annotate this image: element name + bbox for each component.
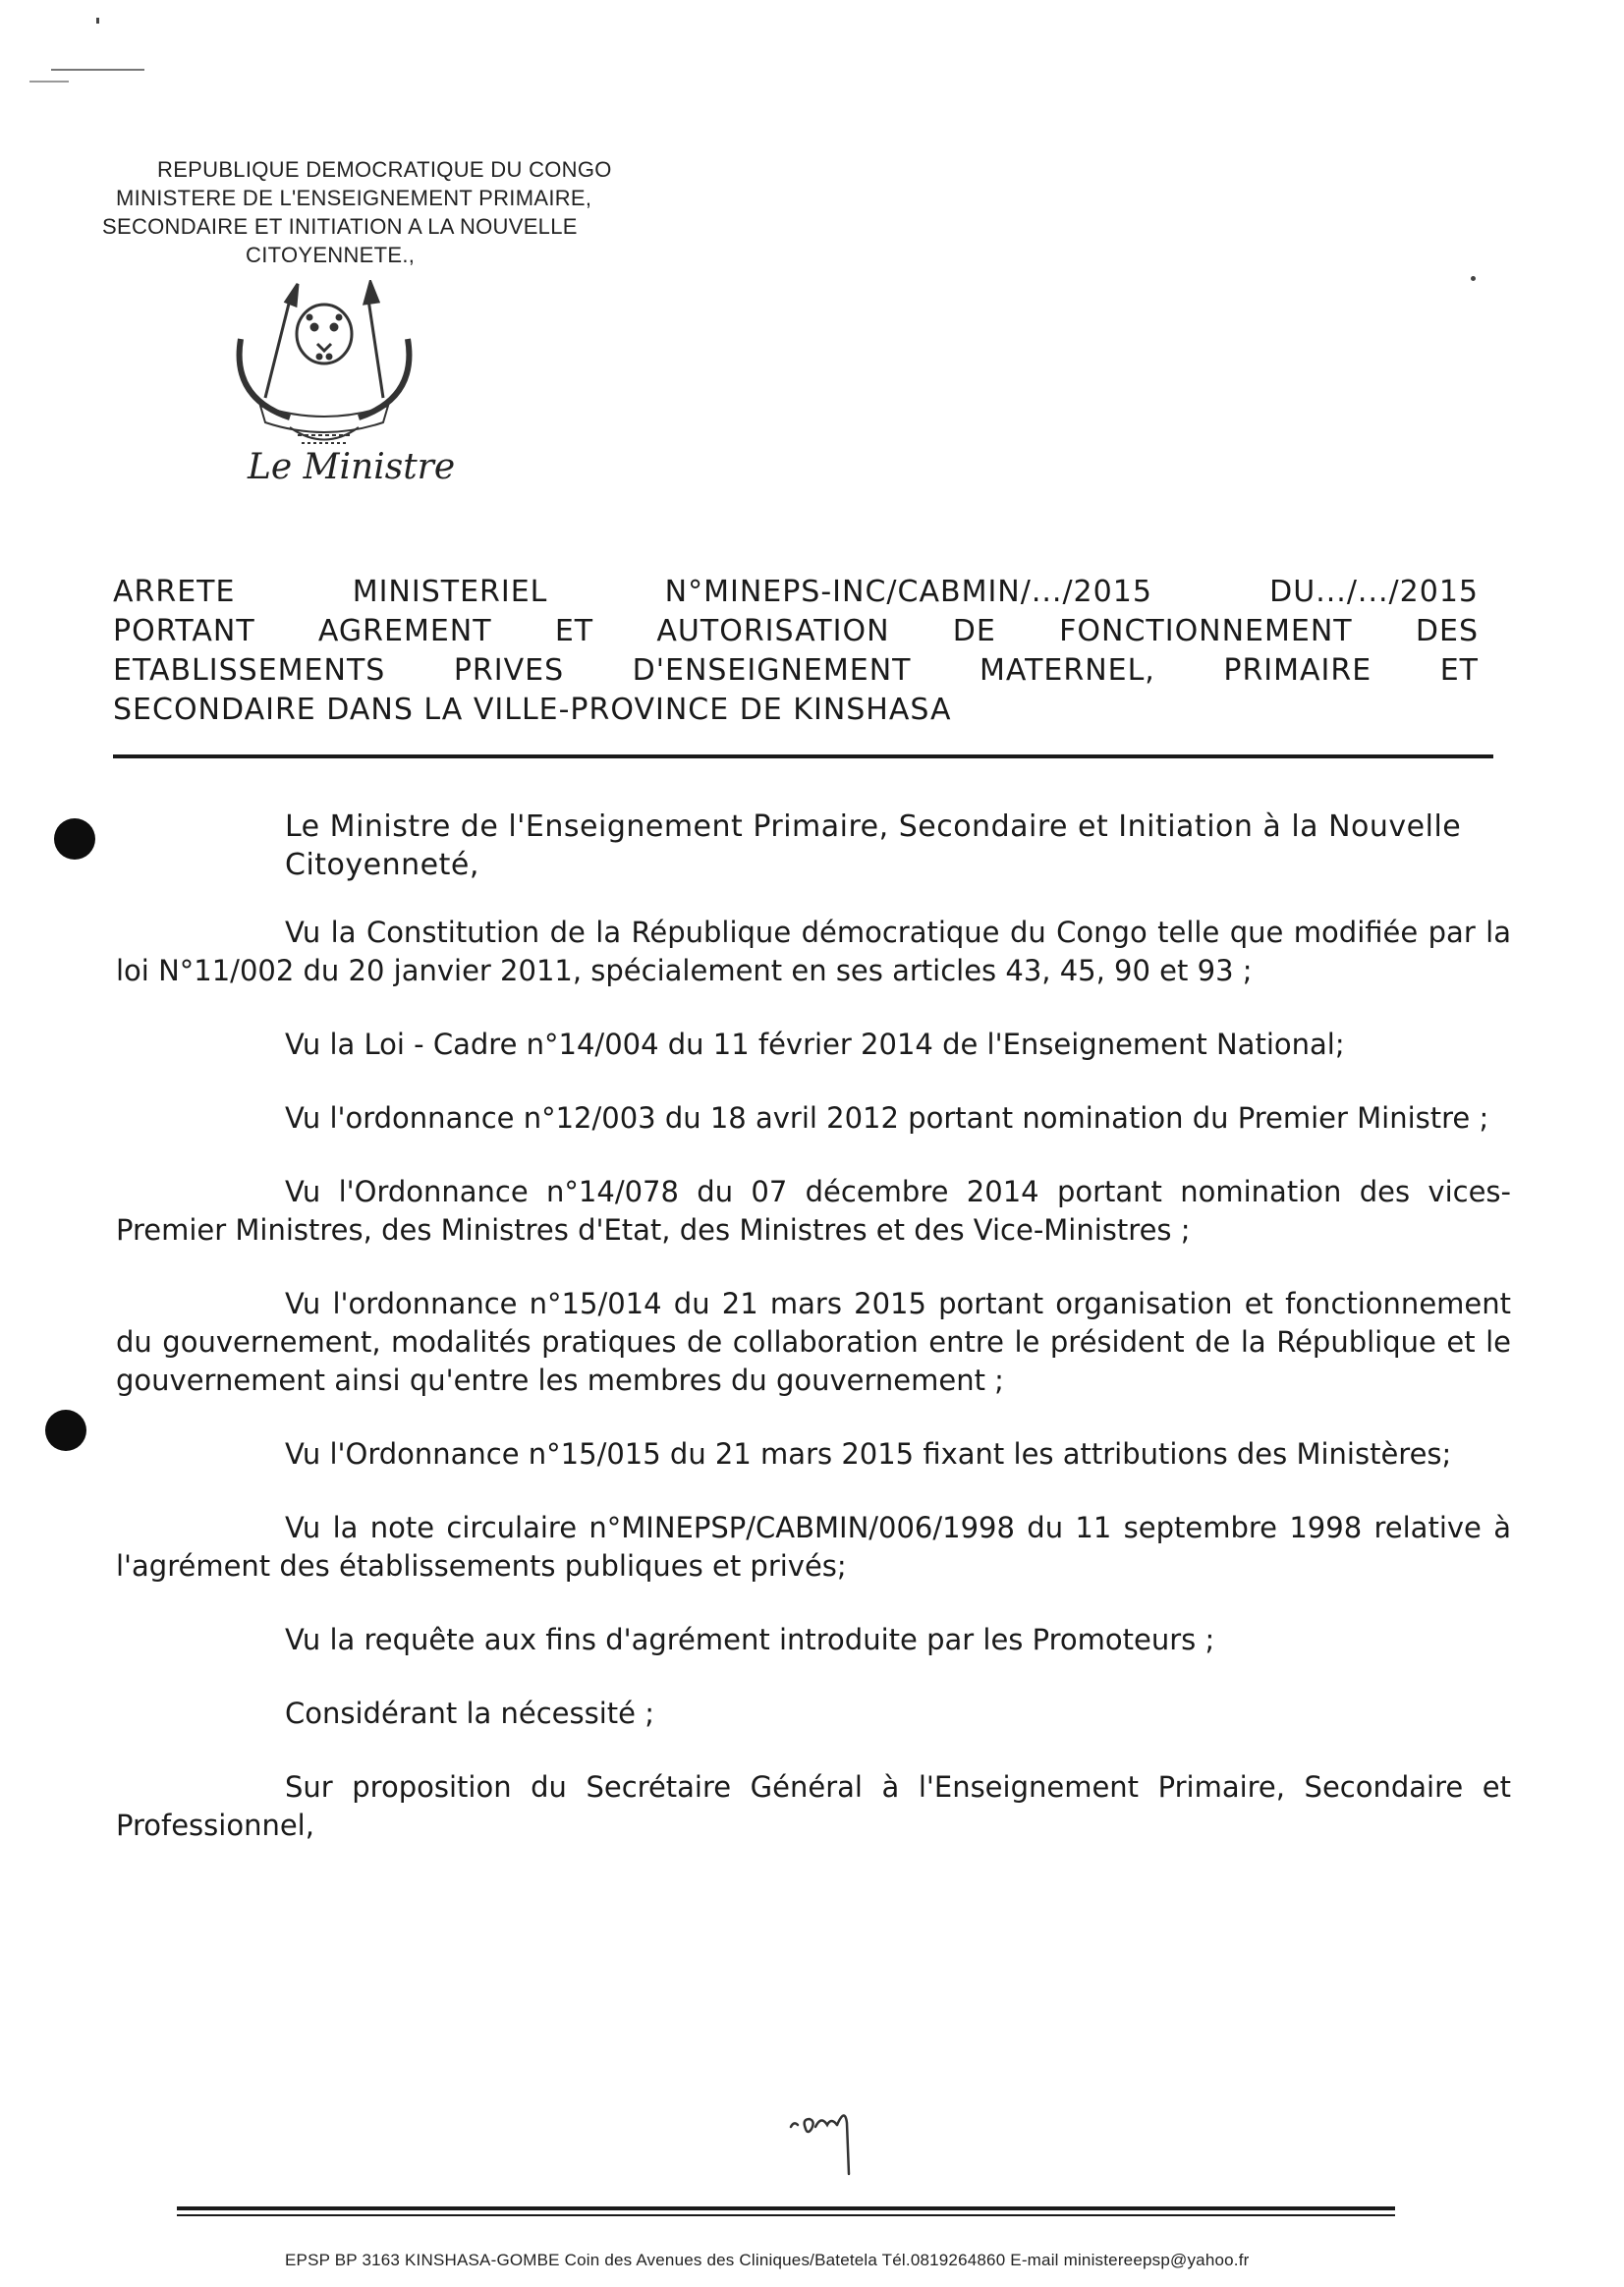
title-line: ARRETE MINISTERIEL N°MINEPS-INC/CABMIN/.../2015 DU.../.../2015 bbox=[113, 575, 1479, 609]
scan-artifact-stroke bbox=[51, 69, 144, 71]
coat-of-arms-emblem bbox=[221, 280, 427, 457]
title-line: SECONDAIRE DANS LA VILLE-PROVINCE DE KINSHASA bbox=[113, 693, 952, 727]
body-paragraph: Vu l'ordonnance n°15/014 du 21 mars 2015 portant organisation et fonctionnement du gouvernement, modalités pratiques de collaboration entre le président de la République et le gouvernement ainsi qu'entre les membres du gouvernement ; bbox=[116, 1287, 1511, 1397]
header-line-citizenship: CITOYENNETE., bbox=[246, 243, 416, 267]
body-paragraph: Vu l'ordonnance n°12/003 du 18 avril 2012 portant nomination du Premier Ministre ; bbox=[285, 1101, 1489, 1135]
body-paragraph: Vu la Loi - Cadre n°14/004 du 11 février 2014 de l'Enseignement National; bbox=[285, 1028, 1345, 1061]
ministry-header bbox=[98, 155, 688, 269]
footer-divider-thick bbox=[177, 2206, 1395, 2210]
punch-hole-mark bbox=[54, 818, 95, 860]
body-paragraph: Vu l'Ordonnance n°14/078 du 07 décembre 2014 portant nomination des vices-Premier Ministres, des Ministres d'Etat, des Ministres et des Vice-Ministres ; bbox=[116, 1175, 1511, 1247]
body-paragraph: Vu la Constitution de la République démocratique du Congo telle que modifiée par la loi N°11/002 du 20 janvier 2011, spécialement en ses articles 43, 45, 90 et 93 ; bbox=[116, 916, 1511, 987]
minister-intro: Le Ministre de l'Enseignement Primaire, Secondaire et Initiation à la Nouvelle Citoyenneté, bbox=[285, 809, 1462, 882]
scan-artifact-stroke bbox=[29, 81, 69, 83]
body-paragraph: Vu la note circulaire n°MINEPSP/CABMIN/006/1998 du 11 septembre 1998 relative à l'agrément des établissements publiques et privés; bbox=[116, 1511, 1511, 1583]
punch-hole-mark bbox=[45, 1410, 86, 1451]
minister-signature-label: Le Ministre bbox=[248, 447, 456, 487]
title-line: ETABLISSEMENTS PRIVES D'ENSEIGNEMENT MATERNEL, PRIMAIRE ET bbox=[113, 653, 1479, 688]
header-line-ministry: MINISTERE DE L'ENSEIGNEMENT PRIMAIRE, bbox=[116, 186, 592, 210]
body-paragraph: Vu l'Ordonnance n°15/015 du 21 mars 2015 fixant les attributions des Ministères; bbox=[285, 1437, 1452, 1471]
title-line: PORTANT AGREMENT ET AUTORISATION DE FONCTIONNEMENT DES bbox=[113, 614, 1479, 648]
body-paragraph: Vu la requête aux fins d'agrément introduite par les Promoteurs ; bbox=[285, 1623, 1215, 1656]
footer-divider-thin bbox=[177, 2214, 1395, 2216]
header-line-republic: REPUBLIQUE DEMOCRATIQUE DU CONGO bbox=[157, 157, 612, 182]
body-paragraph: Sur proposition du Secrétaire Général à l'Enseignement Primaire, Secondaire et Professionnel, bbox=[116, 1770, 1511, 1842]
title-divider bbox=[113, 754, 1493, 758]
header-line-secondary: SECONDAIRE ET INITIATION A LA NOUVELLE bbox=[102, 214, 578, 239]
scan-artifact-mark bbox=[96, 18, 99, 24]
handwritten-initials bbox=[786, 2097, 874, 2176]
body-paragraph: Considérant la nécessité ; bbox=[285, 1697, 654, 1730]
footer-contact: EPSP BP 3163 KINSHASA-GOMBE Coin des Avenues des Cliniques/Batetela Tél.0819264860 E-mail ministereepsp@yahoo.fr bbox=[285, 2251, 1250, 2269]
decree-title bbox=[113, 573, 1479, 730]
decree-body bbox=[116, 808, 1511, 1880]
scan-artifact-dot bbox=[1471, 276, 1476, 281]
